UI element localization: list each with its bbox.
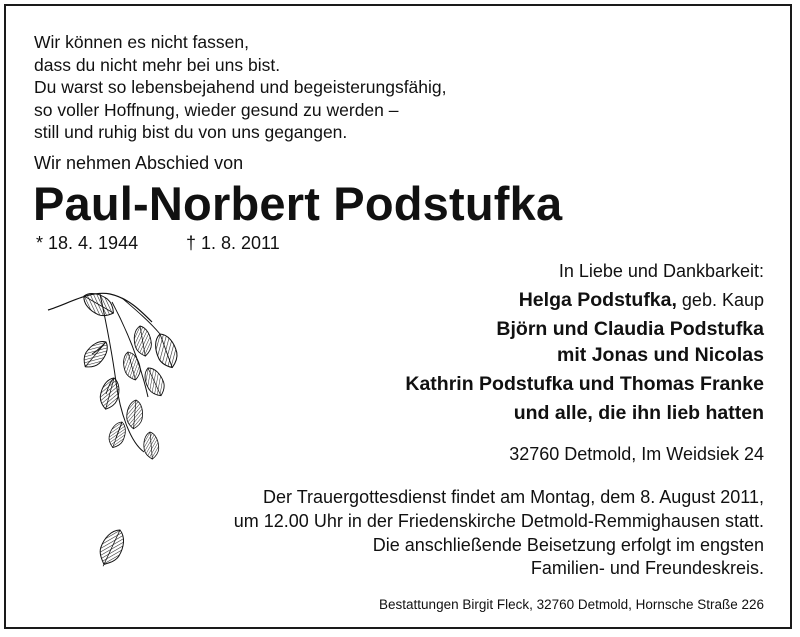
poem-line: so voller Hoffnung, wieder gesund zu werden – xyxy=(34,99,399,120)
mourners-block xyxy=(405,258,764,426)
falling-leaf-icon xyxy=(96,524,132,574)
mourner-line: Kathrin Podstufka und Thomas Franke xyxy=(405,373,764,395)
poem xyxy=(34,31,447,144)
service-line: um 12.00 Uhr in der Friedenskirche Detmold-Remmighausen statt. xyxy=(233,510,764,531)
family-address: 32760 Detmold, Im Weidsiek 24 xyxy=(509,444,764,464)
poem-line: dass du nicht mehr bei uns bist. xyxy=(34,54,281,75)
poem-line: still und ruhig bist du von uns gegangen. xyxy=(34,122,348,143)
funeral-home: Bestattungen Birgit Fleck, 32760 Detmold, Hornsche Straße 226 xyxy=(379,597,764,612)
mourner-line: und alle, die ihn lieb hatten xyxy=(513,402,764,424)
birth-date: * 18. 4. 1944 xyxy=(36,233,139,253)
poem-line: Wir können es nicht fassen, xyxy=(34,32,249,52)
service-line: Die anschließende Beisetzung erfolgt im engsten xyxy=(372,534,764,555)
mourners-heading: In Liebe und Dankbarkeit: xyxy=(558,261,764,281)
farewell-intro: Wir nehmen Abschied von xyxy=(34,153,244,173)
mourner-name: Helga Podstufka, xyxy=(518,289,677,311)
mourner-maiden-name: geb. Kaup xyxy=(676,290,764,310)
service-info xyxy=(234,486,764,581)
mourner-line xyxy=(405,284,764,316)
birch-branch-icon xyxy=(40,282,180,477)
death-date: † 1. 8. 2011 xyxy=(186,233,280,253)
mourner-line: mit Jonas und Nicolas xyxy=(557,344,764,366)
deceased-name: Paul-Norbert Podstufka xyxy=(33,177,563,230)
poem-line: Du warst so lebensbejahend und begeisterungsfähig, xyxy=(34,77,447,98)
service-line: Familien- und Freundeskreis. xyxy=(530,558,764,579)
service-line: Der Trauergottesdienst findet am Montag, dem 8. August 2011, xyxy=(263,487,764,507)
mourner-line: Björn und Claudia Podstufka xyxy=(496,318,764,340)
